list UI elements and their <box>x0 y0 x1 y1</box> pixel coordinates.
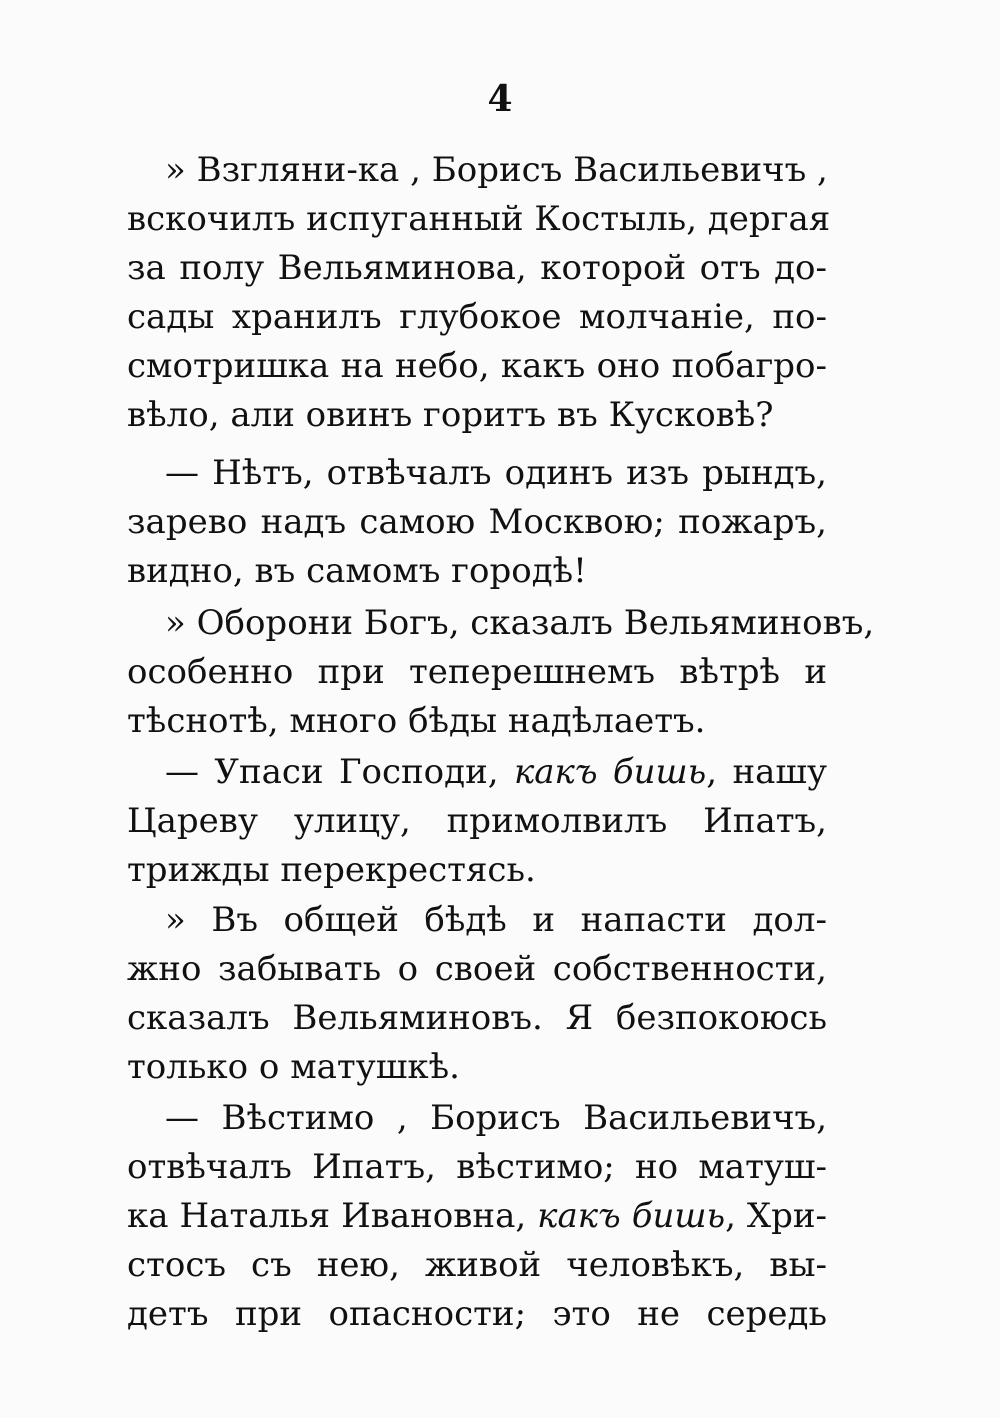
text-line: особенно при теперешнемъ вѣтрѣ и <box>127 652 827 692</box>
text-line: смотришка на небо, какъ оно побагро- <box>127 346 827 386</box>
text-line: сады хранилъ глубокое молчаніе, по- <box>127 297 827 337</box>
text-line: вѣло, али овинъ горитъ въ Кусковѣ? <box>127 395 774 435</box>
text-line: » Въ общей бѣдѣ и напасти дол- <box>165 900 827 940</box>
text-line: Цареву улицу, примолвилъ Ипатъ, <box>127 801 827 841</box>
text-line: детъ при опасности; это не середь <box>127 1294 827 1334</box>
text-line: отвѣчалъ Ипатъ, вѣстимо; но матуш- <box>127 1147 827 1187</box>
text-line: » Взгляни-ка , Борисъ Васильевичъ , <box>165 150 828 190</box>
page-number: 4 <box>487 78 513 120</box>
text-line: » Оборони Богъ, сказалъ Вельяминовъ, <box>165 603 875 643</box>
text-line: трижды перекрестясь. <box>127 850 536 890</box>
text-line: сказалъ Вельяминовъ. Я безпокоюсь <box>127 998 827 1038</box>
text-line: тѣснотѣ, много бѣды надѣлаетъ. <box>127 701 706 741</box>
text-line: вскочилъ испуганный Костыль, дергая <box>127 199 831 239</box>
text-line: — Упаси Господи, какъ бишь, нашу <box>165 752 828 792</box>
text-line: ка Наталья Ивановна, какъ бишь, Хри- <box>127 1196 828 1236</box>
text-line: — Вѣстимо , Борисъ Васильевичъ, <box>165 1098 827 1138</box>
text-line: — Нѣтъ, отвѣчалъ одинъ изъ рындъ, <box>165 453 827 493</box>
text-line: стосъ съ нею, живой человѣкъ, вы- <box>127 1245 827 1285</box>
text-line: видно, въ самомъ городѣ! <box>127 551 587 591</box>
text-line: жно забывать о своей собственности, <box>127 949 827 989</box>
text-line: за полу Вельяминова, которой отъ до- <box>127 248 827 288</box>
text-line: только о матушкѣ. <box>127 1047 460 1087</box>
text-line: зарево надъ самою Москвою; пожаръ, <box>127 502 827 542</box>
